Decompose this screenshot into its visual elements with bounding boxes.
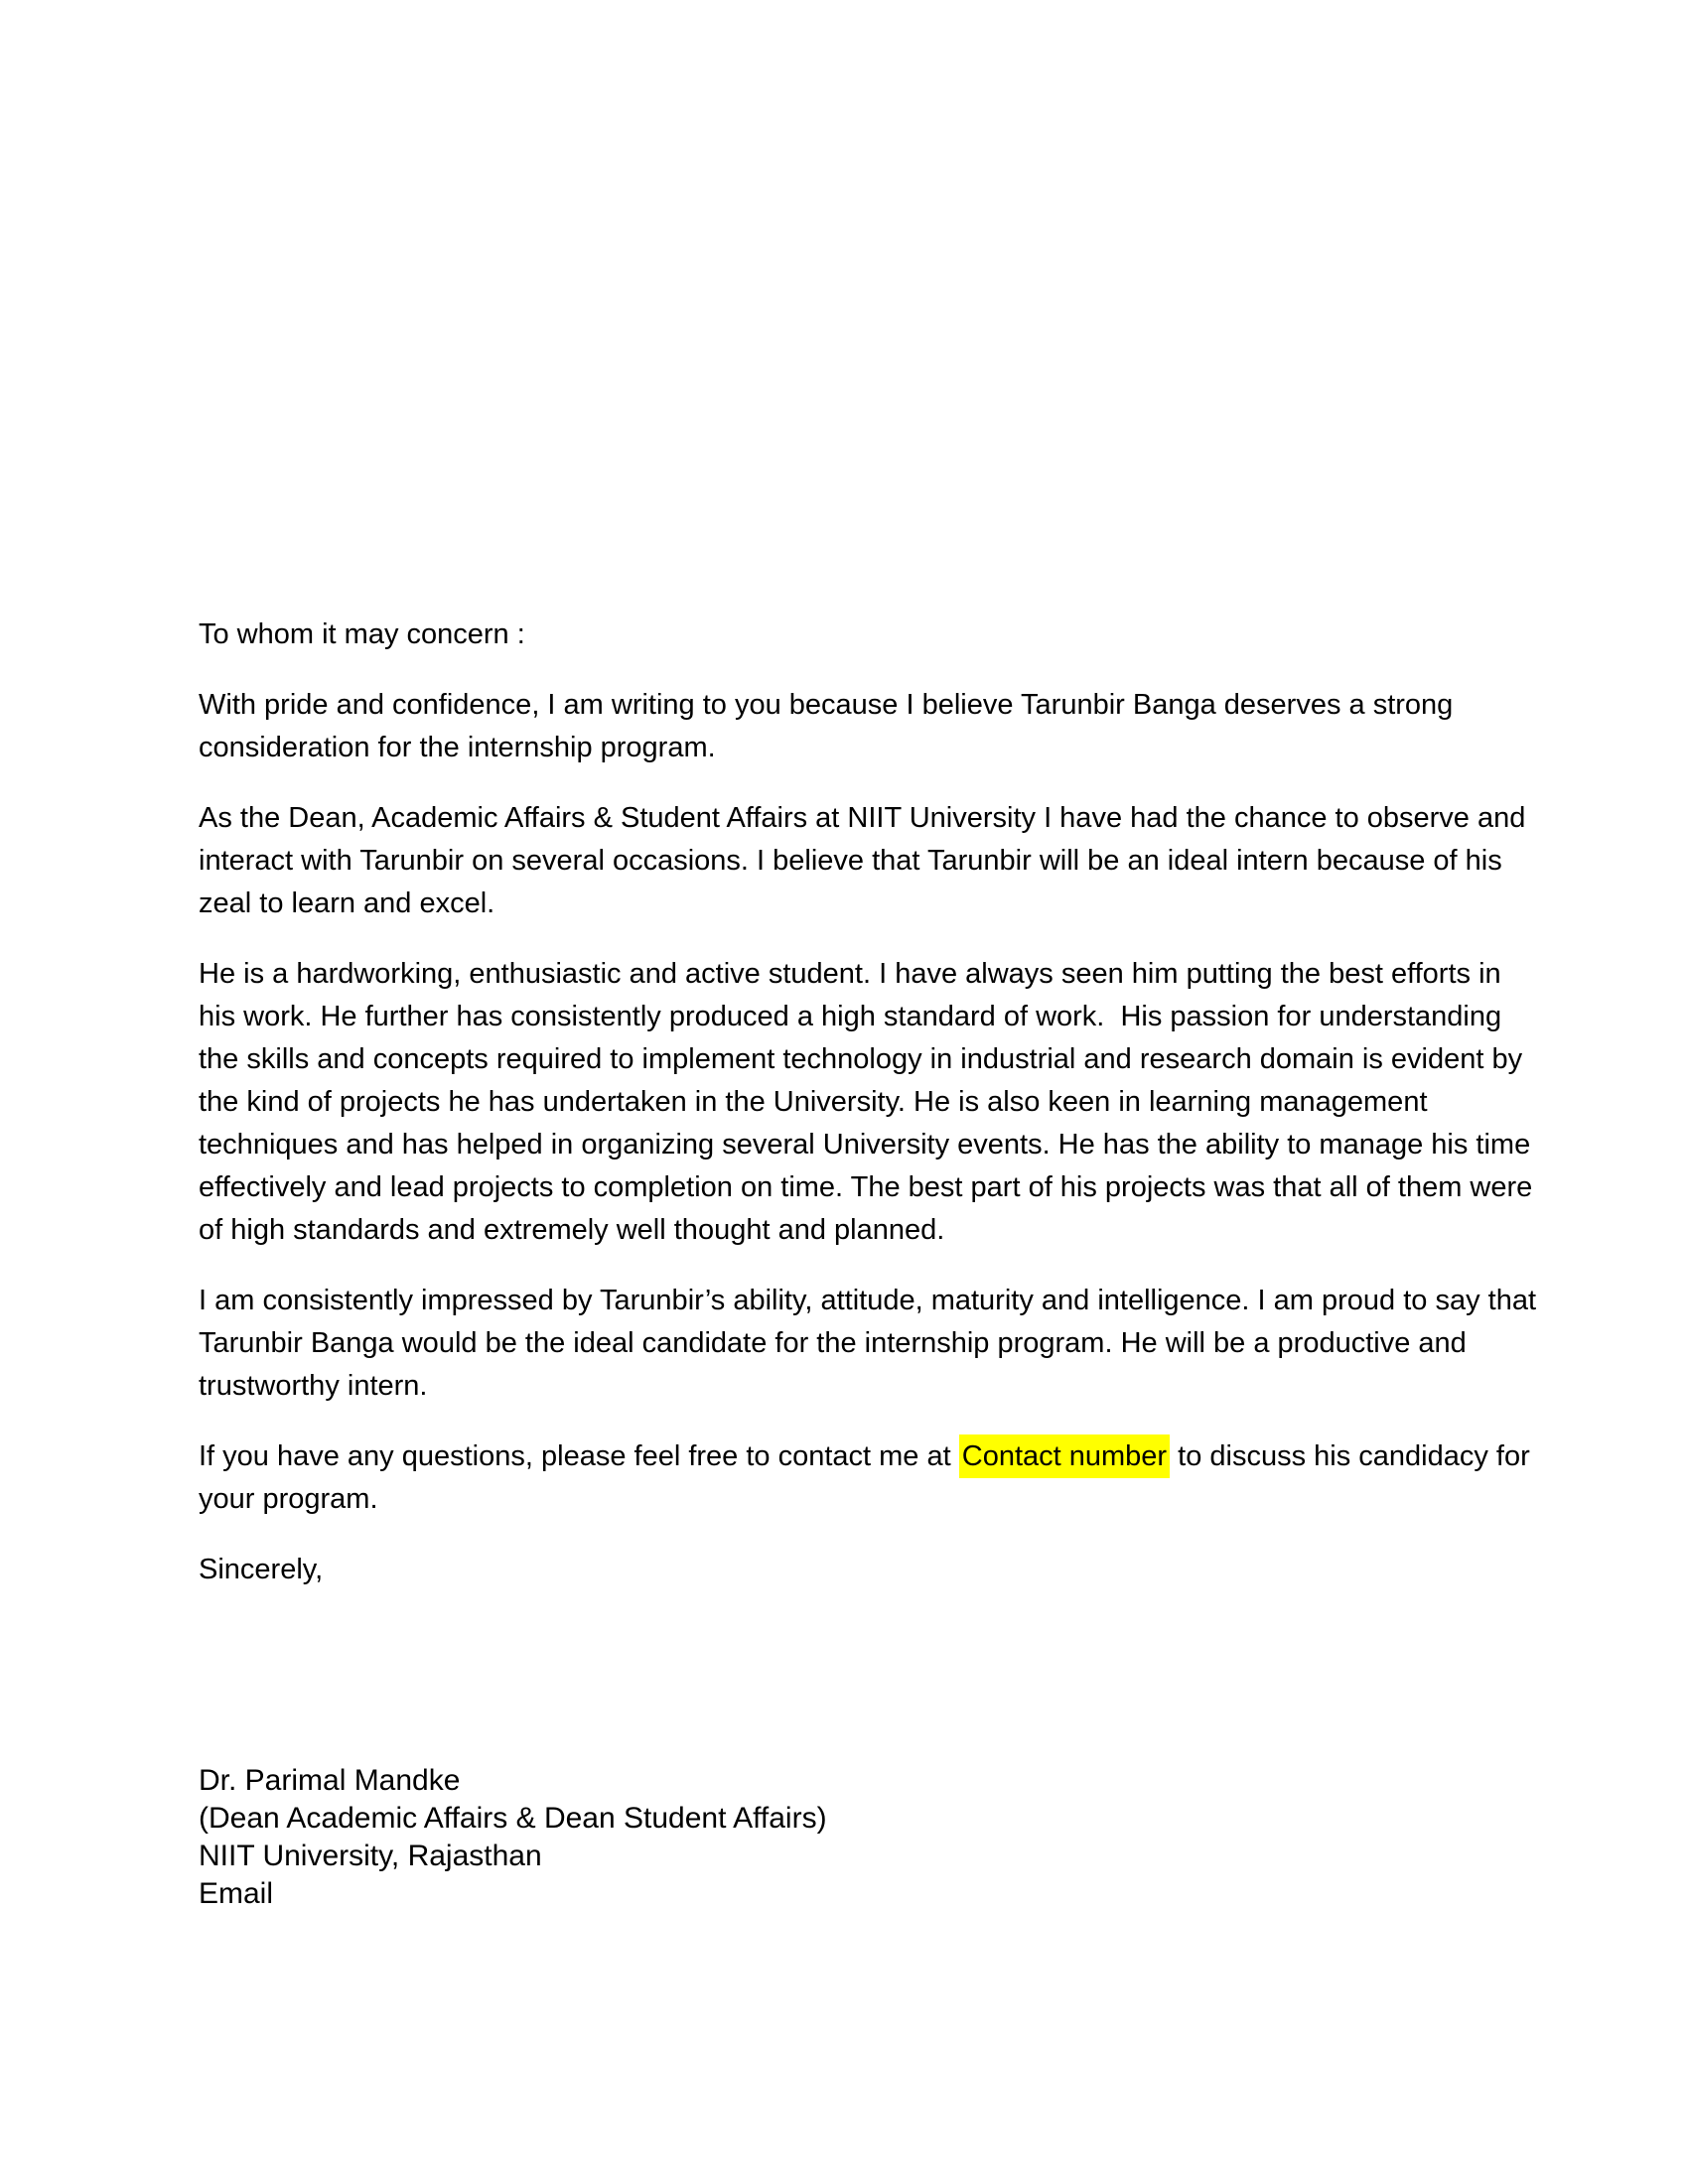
signatory-title: (Dean Academic Affairs & Dean Student Affairs)	[199, 1802, 827, 1835]
signatory-organization: NIIT University, Rajasthan	[199, 1840, 542, 1872]
contact-number-highlight: Contact number	[959, 1434, 1170, 1478]
paragraph-student-qualities: He is a hardworking, enthusiastic and active student. I have always seen him putting the best efforts in his work. He further has consistently produced a high standard of work. His passion for understanding the skills and concepts required to implement technology in industrial and research domain is evident by the kind of projects he has undertaken in the University. He is also keen in learning management techniques and has helped in organizing several University events. He has the ability to manage his time effectively and lead projects to completion on time. The best part of his projects was that all of them were of high standards and extremely well thought and planned.	[199, 958, 1541, 1246]
paragraph-intro: With pride and confidence, I am writing to you because I believe Tarunbir Banga deserves a strong consideration for the internship program.	[199, 689, 1462, 763]
signatory-name: Dr. Parimal Mandke	[199, 1764, 461, 1797]
closing: Sincerely,	[199, 1554, 324, 1585]
contact-text-after: to discuss his candidacy for your program.	[199, 1440, 1538, 1515]
signatory-email-label: Email	[199, 1877, 274, 1910]
salutation: To whom it may concern :	[199, 618, 525, 650]
letter-body	[199, 614, 1544, 1913]
contact-text-before: If you have any questions, please feel free to contact me at	[199, 1440, 959, 1472]
paragraph-endorsement: I am consistently impressed by Tarunbir’s ability, attitude, maturity and intelligence. I am proud to say that Tarunbir Banga would be the ideal candidate for the internship program. He will be a productive and trustworthy intern.	[199, 1285, 1544, 1402]
paragraph-role-context: As the Dean, Academic Affairs & Student Affairs at NIIT University I have had the chance to observe and interact with Tarunbir on several occasions. I believe that Tarunbir will be an ideal intern because of his zeal to learn and excel.	[199, 802, 1534, 919]
signature-block	[199, 1762, 1539, 1913]
paragraph-contact	[199, 1435, 1539, 1521]
